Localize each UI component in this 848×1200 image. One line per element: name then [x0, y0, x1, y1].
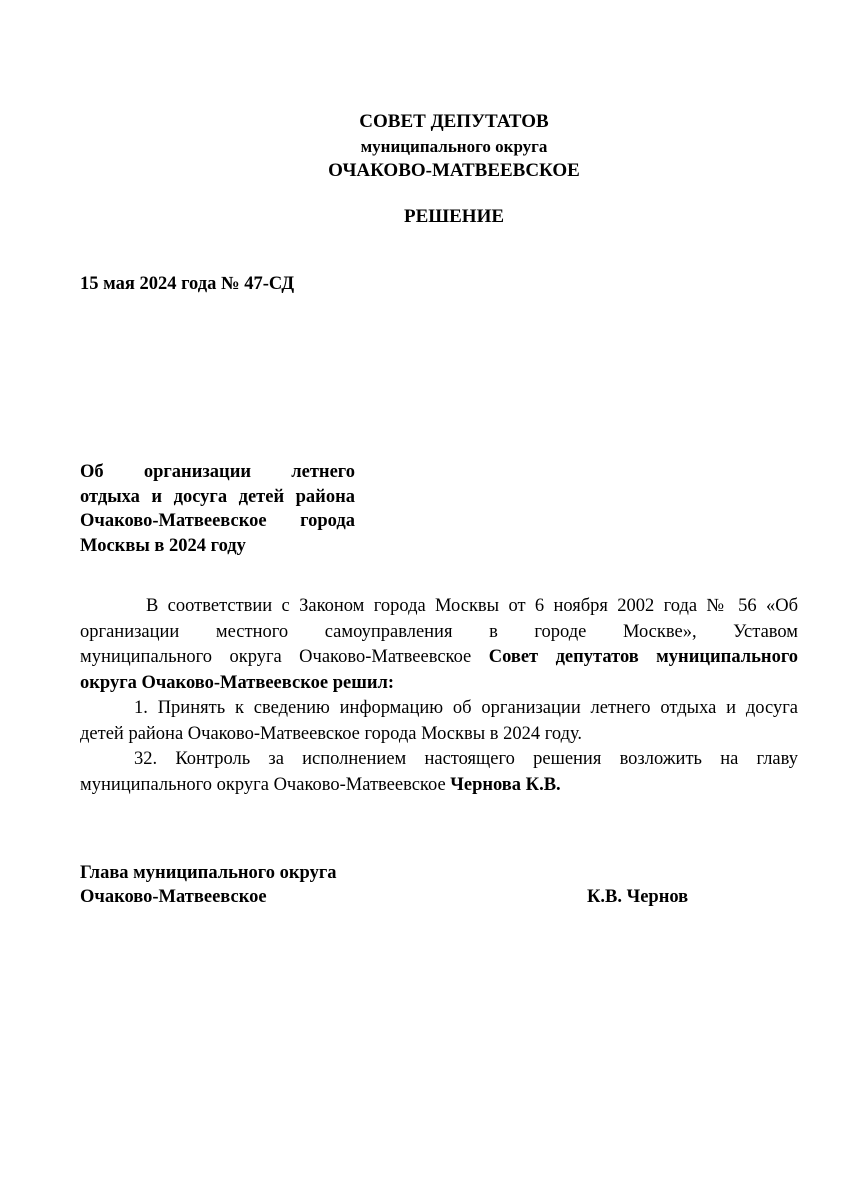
preamble-line	[80, 671, 798, 697]
decision-body	[80, 594, 798, 798]
signature-title-line: Очаково-Матвеевское	[80, 887, 267, 907]
signature-title-line: Глава муниципального округа	[80, 863, 337, 883]
preamble-council-bold: Совет депутатов муниципального	[488, 647, 799, 667]
item-2-name-bold: Чернова К.В.	[450, 774, 561, 795]
preamble-line	[80, 645, 798, 671]
preamble-resolved-bold: округа Очаково-Матвеевское решил:	[80, 672, 395, 693]
decision-subject	[80, 460, 355, 558]
council-title: СОВЕТ ДЕПУТАТОВ	[359, 111, 549, 132]
district-subtitle: муниципального округа	[360, 137, 548, 156]
preamble-line: организации местного самоуправления в городе Москве», Уставом	[80, 621, 798, 642]
document-type: РЕШЕНИЕ	[403, 206, 505, 227]
subject-line: отдыха и досуга детей района	[80, 486, 355, 507]
signature-title	[80, 861, 336, 909]
item-1-line: детей района Очаково-Матвеевское города Москвы в 2024 году.	[80, 723, 583, 744]
item-2-line	[80, 773, 798, 799]
signatory-name: К.В. Чернов	[587, 887, 689, 907]
subject-line: Об организации летнего	[80, 462, 355, 482]
subject-line: Очаково-Матвеевское города	[80, 511, 355, 531]
district-name: ОЧАКОВО-МАТВЕЕВСКОЕ	[328, 160, 580, 181]
subject-line: Москвы в 2024 году	[80, 535, 246, 556]
item-2-line: 32. Контроль за исполнением настоящего решения возложить на главу	[134, 749, 798, 769]
preamble-line: В соответствии с Законом города Москвы от 6 ноября 2002 года № 56 «Об	[146, 596, 798, 616]
item-2-text: муниципального округа Очаково-Матвеевское	[80, 774, 451, 795]
preamble-text: муниципального округа Очаково-Матвеевское	[80, 647, 489, 667]
decision-date-number: 15 мая 2024 года № 47-СД	[80, 274, 295, 294]
item-1-line: 1. Принять к сведению информацию об организации летнего отдыха и досуга	[134, 698, 798, 718]
